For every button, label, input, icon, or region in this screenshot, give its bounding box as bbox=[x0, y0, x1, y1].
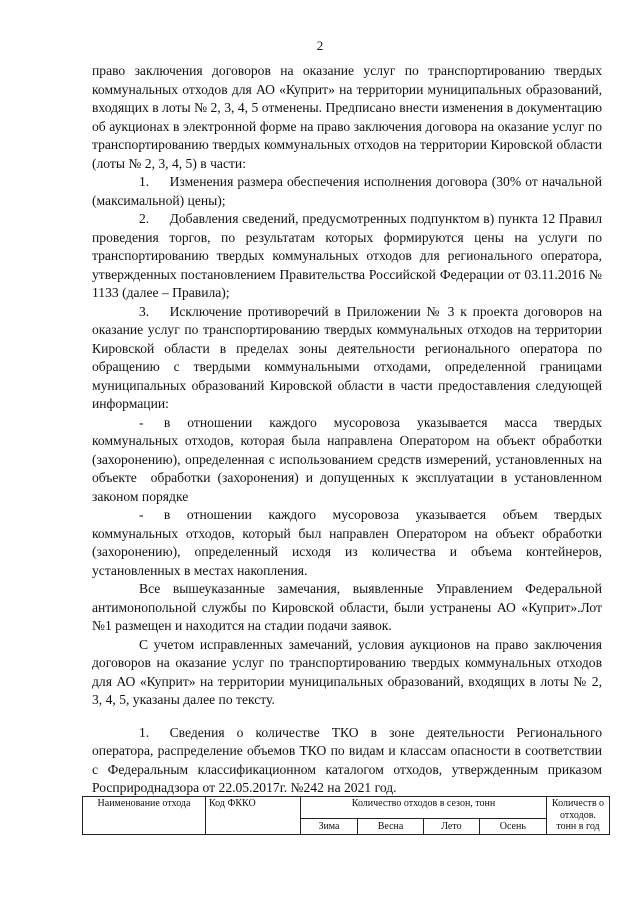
paragraph-intro: право заключения договоров на оказание услуг по транспортированию твердых коммунальных отходов для АО «Куприт» на территории муниципальных образований, входящих в лоты № 2, 3, 4, 5 отменены. Предписано внести изменения в документацию об аукционах в электронной форме на право заключения договора на оказание услуг по транспортированию твердых коммунальных отходов на территории Кировской области (лоты № 2, 3, 4, 5) в части: bbox=[92, 63, 602, 171]
header-season-quantity: Количество отходов в сезон, тонн bbox=[301, 797, 547, 819]
dash-item-mass: - в отношении каждого мусоровоза указывается масса твердых коммунальных отходов, которая была направлена Оператором на объект обработки (захоронению), определенная с использованием средств измерений, установленных на объекте обработки (захоронения) и допущенных к эксплуатации в установленном законом порядке bbox=[92, 414, 602, 504]
spacer bbox=[92, 710, 602, 724]
header-waste-name: Наименование отхода bbox=[83, 797, 206, 835]
paragraph-remarks-fixed: Все вышеуказанные замечания, выявленные Управлением Федеральной антимонопольной службы по Кировской области, были устранены АО «Куприт».Лот №1 размещен и находится на стадии подачи заявок. bbox=[92, 581, 602, 633]
waste-table bbox=[82, 796, 610, 835]
list-item-1: 1. Изменения размера обеспечения исполнения договора (30% от начальной (максимальной) цены); bbox=[92, 174, 602, 208]
dash-item-volume: - в отношении каждого мусоровоза указывается объем твердых коммунальных отходов, который был направлен Оператором на объект обработки (захоронению), определенный исходя из количества и объема контейнеров, установленных в местах накопления. bbox=[92, 507, 602, 578]
list-item-2: 2. Добавления сведений, предусмотренных подпунктом в) пункта 12 Правил проведения торгов, по результатам которых формируются цены на услуги по транспортированию твердых коммунальных отходов для регионального оператора, утвержденных постановлением Правительства Российской Федерации от 03.11.2016 № 1133 (далее – Правила); bbox=[92, 211, 602, 300]
header-autumn: Осень bbox=[479, 818, 546, 834]
paragraph-auction-conditions: С учетом исправленных замечаний, условия аукционов на право заключения договоров на оказание услуг по транспортированию твердых коммунальных отходов для АО «Куприт» на территории муниципальных образований, входящих в лоты № 2, 3, 4, 5, указаны далее по тексту. bbox=[92, 636, 602, 707]
section-1-heading: 1. Сведения о количестве ТКО в зоне деятельности Регионального оператора, распределение объемов ТКО по видам и классам опасности в соответствии с Федеральным классификационном каталогом отходов, утвержденным приказом Росприроднадзора от 22.05.2017г. №242 на 2021 год. bbox=[92, 724, 602, 795]
header-spring: Весна bbox=[357, 818, 423, 834]
header-summer: Лето bbox=[424, 818, 480, 834]
table-header-row bbox=[83, 797, 610, 819]
page-number: 2 bbox=[316, 38, 324, 53]
document-body bbox=[92, 62, 602, 798]
header-winter: Зима bbox=[301, 818, 358, 834]
header-fkko-code: Код ФККО bbox=[206, 797, 301, 835]
header-year-quantity: Количеств о отходов. тонн в год bbox=[547, 797, 610, 835]
list-item-3: 3. Исключение противоречий в Приложении № 3 к проекта договоров на оказание услуг по транспортированию твердых коммунальных отходов на территории Кировской области в пределах зоны деятельности регионального оператора по обращению с твердыми коммунальными отходами, определенной границами муниципальных образований Кировской области в части предоставления следующей информации: bbox=[92, 303, 602, 411]
